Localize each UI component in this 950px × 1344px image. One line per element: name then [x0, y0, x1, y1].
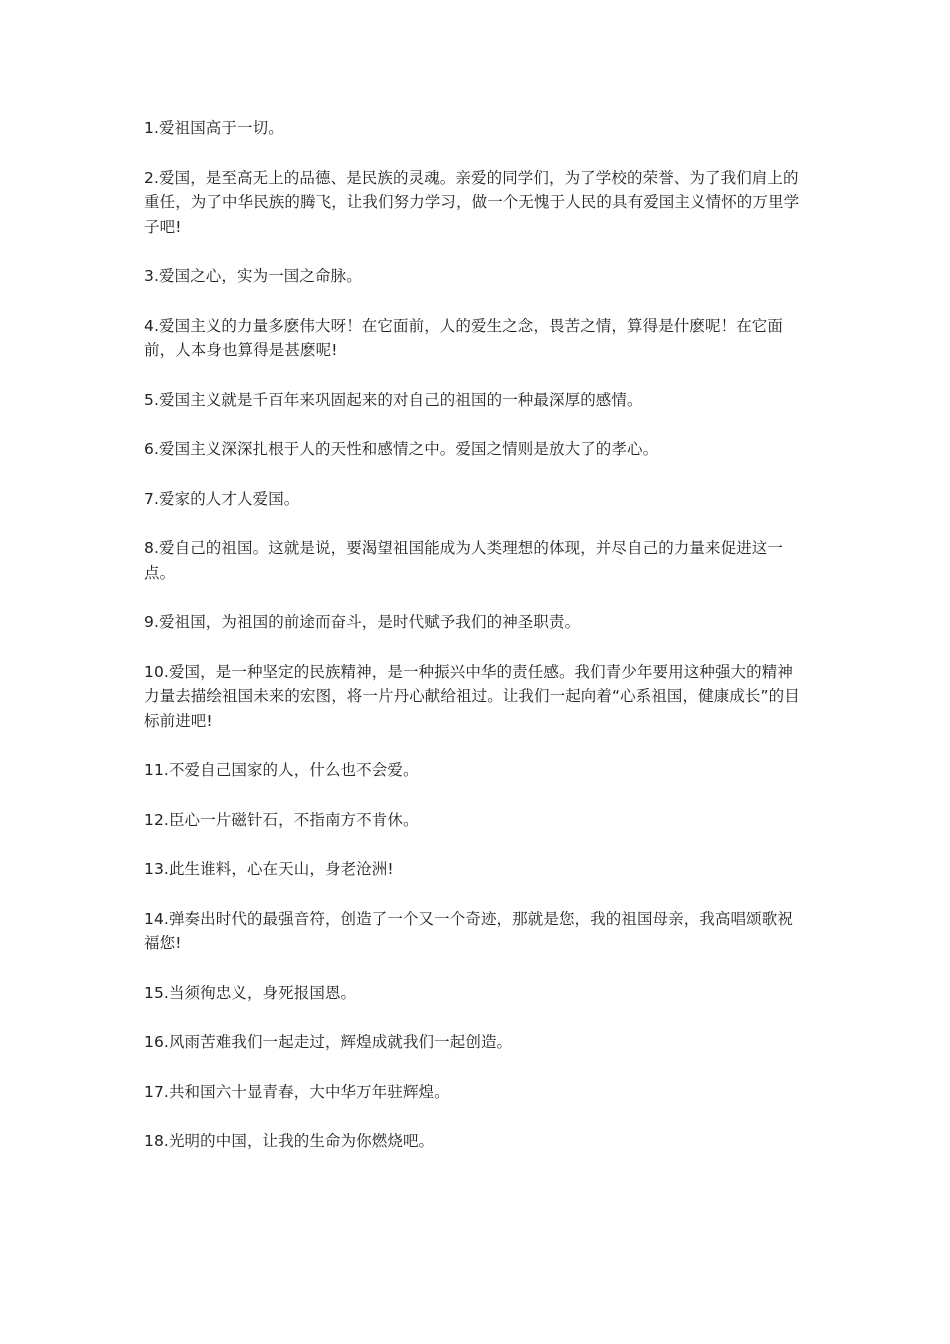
paragraph-12: 12.臣心一片磁针石，不指南方不肯休。 [144, 810, 419, 829]
paragraph-17: 17.共和国六十显青春，大中华万年驻辉煌。 [144, 1082, 450, 1101]
paragraph-16: 16.风雨苦难我们一起走过，辉煌成就我们一起创造。 [144, 1033, 513, 1051]
paragraph-2: 2.爱国，是至高无上的品德、是民族的灵魂。亲爱的同学们，为了学校的荣誉、为了我们肩上的重任，为了中华民族的腾飞，让我们努力学习，做一个无愧于人民的具有爱国主义情怀的万里学子吧! [144, 168, 800, 236]
document-body [144, 116, 808, 1179]
paragraph-4: 4.爱国主义的力量多麽伟大呀！在它面前，人的爱生之念，畏苦之情，算得是什麽呢！在它面前，人本身也算得是甚麽呢! [144, 316, 783, 359]
paragraph-7: 7.爱家的人才人爱国。 [144, 489, 300, 508]
paragraph-11: 11.不爱自己国家的人，什么也不会爱。 [144, 761, 419, 779]
paragraph-18: 18.光明的中国，让我的生命为你燃烧吧。 [144, 1132, 435, 1150]
paragraph-8: 8.爱自己的祖国。这就是说，要渴望祖国能成为人类理想的体现，并尽自己的力量来促进这一点。 [144, 539, 783, 582]
paragraph-5: 5.爱国主义就是千百年来巩固起来的对自己的祖国的一种最深厚的感情。 [144, 390, 643, 409]
paragraph-3: 3.爱国之心，实为一国之命脉。 [144, 267, 362, 285]
paragraph-13: 13.此生谁料，心在天山，身老沧洲! [144, 860, 394, 878]
paragraph-1: 1.爱祖国高于一切。 [144, 119, 284, 137]
paragraph-15: 15.当须徇忠义，身死报国恩。 [144, 983, 357, 1002]
paragraph-6: 6.爱国主义深深扎根于人的天性和感情之中。爱国之情则是放大了的孝心。 [144, 440, 659, 458]
paragraph-9: 9.爱祖国，为祖国的前途而奋斗，是时代赋予我们的神圣职责。 [144, 613, 581, 631]
paragraph-10: 10.爱国，是一种坚定的民族精神，是一种振兴中华的责任感。我们青少年要用这种强大的精神力量去描绘祖国未来的宏图，将一片丹心献给祖过。让我们一起向着“心系祖国，健康成长”的目标前进吧! [144, 662, 800, 730]
paragraph-14: 14.弹奏出时代的最强音符，创造了一个又一个奇迹，那就是您，我的祖国母亲，我高唱颂歌祝福您! [144, 909, 793, 952]
